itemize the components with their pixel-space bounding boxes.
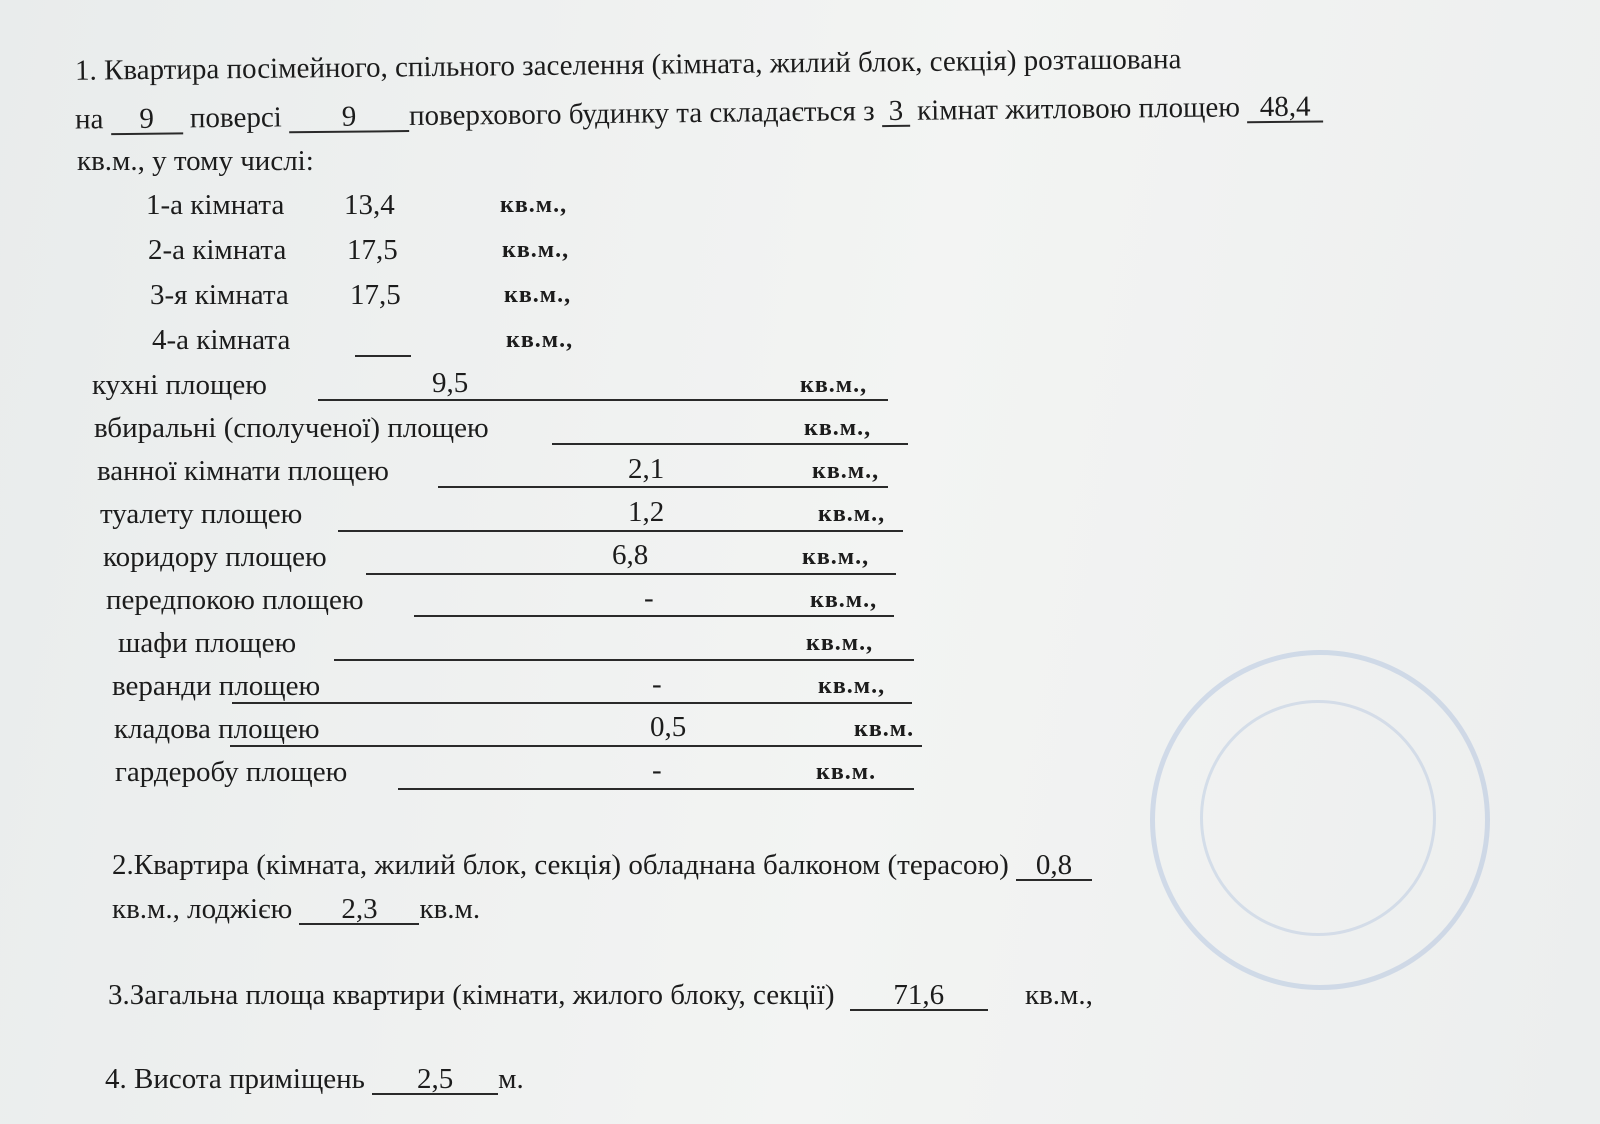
area-label: туалету площею — [100, 498, 303, 530]
area-value: 1,2 — [628, 496, 665, 528]
official-stamp — [1150, 650, 1490, 990]
section3-line — [108, 978, 1093, 1012]
room-unit: кв.м., — [504, 282, 572, 308]
area-label: вбиральні (сполученої) площею — [94, 412, 489, 444]
area-line — [230, 745, 922, 747]
area-unit: кв.м., — [806, 630, 874, 656]
section2-line1 — [112, 848, 1092, 882]
area-unit: кв.м. — [816, 759, 877, 785]
living-label: кімнат житловою площею — [916, 91, 1241, 127]
area-label: шафи площею — [118, 627, 297, 659]
floors-total-value: 9 — [289, 102, 409, 133]
area-value: 9,5 — [432, 367, 469, 399]
living-area-value: 48,4 — [1247, 92, 1323, 123]
area-label: гардеробу площею — [115, 756, 348, 788]
area-unit: кв.м., — [818, 673, 886, 699]
area-unit: кв.м., — [800, 372, 868, 398]
area-unit: кв.м., — [810, 587, 878, 613]
area-value: 6,8 — [612, 539, 649, 571]
section2-line2 — [112, 892, 480, 926]
area-label: коридору площею — [103, 541, 327, 573]
area-value: 2,1 — [628, 453, 665, 485]
area-line — [232, 702, 912, 704]
room-blank-line — [355, 355, 411, 357]
total-label: 3.Загальна площа квартири (кімнати, жилого блоку, секції) — [108, 979, 835, 1011]
total-unit: кв.м., — [1025, 979, 1093, 1011]
area-value: - — [644, 582, 654, 614]
section4-line — [105, 1062, 524, 1096]
height-unit: м. — [498, 1063, 524, 1095]
building-label: поверхового будинку та складається з — [408, 95, 875, 133]
room-value: 17,5 — [347, 234, 398, 266]
balcony-label: 2.Квартира (кімната, жилий блок, секція) обладнана балконом (терасою) — [112, 849, 1009, 881]
area-unit: кв.м. — [854, 716, 915, 742]
room-unit: кв.м., — [500, 192, 568, 218]
area-unit: кв.м., — [804, 415, 872, 441]
height-label: 4. Висота приміщень — [105, 1063, 365, 1095]
area-unit: кв.м., — [812, 458, 880, 484]
area-label: кладова площею — [114, 713, 320, 745]
on-label: на — [74, 103, 104, 136]
area-unit: кв.м., — [818, 501, 886, 527]
area-unit: кв.м., — [802, 544, 870, 570]
section1-line1: 1. Квартира посімейного, спільного заселення (кімната, жилий блок, секція) розташована — [74, 43, 1182, 87]
area-label: кухні площею — [92, 369, 267, 401]
height-value: 2,5 — [372, 1065, 498, 1095]
room-value: 13,4 — [344, 189, 395, 221]
section1-line2 — [75, 89, 1323, 136]
area-value: 0,5 — [650, 711, 687, 743]
section1-incl: кв.м., у тому числі: — [77, 145, 314, 177]
loggia-unit: кв.м. — [419, 893, 481, 925]
room-value: 17,5 — [350, 279, 401, 311]
room-unit: кв.м., — [506, 327, 574, 353]
room-label: 1-а кімната — [146, 189, 285, 221]
loggia-value: 2,3 — [299, 895, 419, 925]
room-label: 4-а кімната — [152, 324, 291, 356]
floor-value: 9 — [111, 104, 183, 135]
area-value: - — [652, 668, 662, 700]
area-label: передпокою площею — [106, 584, 364, 616]
loggia-label: кв.м., лоджією — [112, 893, 293, 925]
area-label: веранди площею — [112, 670, 321, 702]
room-label: 3-я кімната — [150, 279, 289, 311]
total-value: 71,6 — [850, 981, 988, 1011]
room-label: 2-а кімната — [148, 234, 287, 266]
rooms-count-value: 3 — [882, 97, 910, 127]
room-unit: кв.м., — [502, 237, 570, 263]
floor-label: поверсі — [189, 101, 282, 135]
area-label: ванної кімнати площею — [97, 455, 389, 487]
balcony-value: 0,8 — [1016, 851, 1092, 881]
area-value: - — [652, 754, 662, 786]
